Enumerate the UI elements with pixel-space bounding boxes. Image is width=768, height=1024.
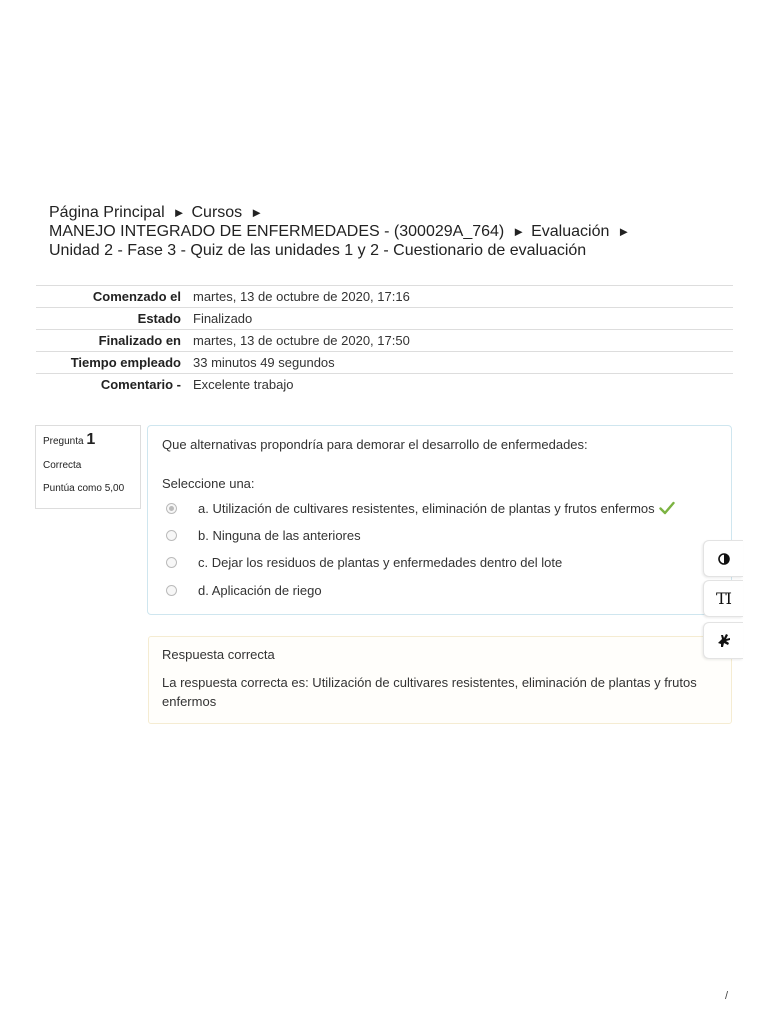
summary-row-comment	[36, 374, 733, 396]
breadcrumb-home-link[interactable]: Página Principal	[49, 204, 165, 221]
question-grade: Puntúa como 5,00	[43, 483, 125, 494]
feedback-title: Respuesta correcta	[162, 647, 275, 662]
summary-label: Tiempo empleado	[36, 352, 193, 374]
sign-language-icon	[716, 633, 732, 649]
radio-button[interactable]	[166, 557, 177, 568]
question-state: Correcta	[43, 460, 82, 471]
answer-label: b. Ninguna de las anteriores	[198, 527, 361, 543]
question-number	[43, 431, 133, 449]
answer-option-c[interactable]	[166, 553, 562, 571]
summary-row-time-taken	[36, 352, 733, 374]
summary-value: 33 minutos 49 segundos	[193, 352, 733, 374]
contrast-icon	[718, 553, 730, 565]
breadcrumb-course-link[interactable]: MANEJO INTEGRADO DE ENFERMEDADES - (300029A_764)	[49, 223, 505, 240]
radio-button[interactable]	[166, 530, 177, 541]
check-icon	[659, 501, 675, 515]
summary-label: Finalizado en	[36, 330, 193, 352]
breadcrumb	[49, 203, 709, 260]
summary-row-started	[36, 286, 733, 308]
question-label: Pregunta	[43, 436, 84, 447]
radio-button-selected[interactable]	[166, 503, 177, 514]
text-size-label: TI	[716, 589, 731, 608]
summary-label: Estado	[36, 308, 193, 330]
answer-option-d[interactable]	[166, 581, 322, 599]
breadcrumb-quiz-link[interactable]: Unidad 2 - Fase 3 - Quiz de las unidades 1 y 2 - Cuestionario de evaluación	[49, 242, 587, 259]
answer-label: c. Dejar los residuos de plantas y enfermedades dentro del lote	[198, 554, 563, 570]
summary-label: Comentario -	[36, 374, 193, 396]
radio-button[interactable]	[166, 585, 177, 596]
breadcrumb-separator-icon: ►	[617, 224, 631, 239]
footer-mark: /	[725, 990, 729, 1002]
summary-value: martes, 13 de octubre de 2020, 17:50	[193, 330, 733, 352]
summary-value: martes, 13 de octubre de 2020, 17:16	[193, 286, 733, 308]
attempt-summary-table	[36, 285, 733, 396]
sign-language-button[interactable]	[703, 622, 743, 659]
answer-label: d. Aplicación de riego	[198, 582, 322, 598]
breadcrumb-separator-icon: ►	[172, 205, 186, 220]
answer-label: a. Utilización de cultivares resistentes, eliminación de plantas y frutos enfermos	[198, 500, 655, 516]
breadcrumb-section-link[interactable]: Evaluación	[531, 223, 610, 240]
text-size-button[interactable]	[703, 580, 743, 617]
question-feedback	[148, 636, 732, 724]
question-prompt: Seleccione una:	[162, 476, 255, 491]
answer-option-a[interactable]	[166, 499, 675, 517]
summary-value: Excelente trabajo	[193, 374, 733, 396]
question-text: Que alternativas propondría para demorar el desarrollo de enfermedades:	[162, 437, 588, 452]
summary-label: Comenzado el	[36, 286, 193, 308]
feedback-text: La respuesta correcta es: Utilización de cultivares resistentes, eliminación de plantas y frutos enfermos	[162, 675, 697, 709]
summary-row-state	[36, 308, 733, 330]
answer-option-b[interactable]	[166, 526, 361, 544]
breadcrumb-courses-link[interactable]: Cursos	[191, 204, 243, 221]
summary-value: Finalizado	[193, 308, 733, 330]
contrast-toggle-button[interactable]	[703, 540, 743, 577]
breadcrumb-separator-icon: ►	[512, 224, 526, 239]
summary-row-finished	[36, 330, 733, 352]
breadcrumb-separator-icon: ►	[250, 205, 264, 220]
question-content	[147, 425, 732, 615]
question-number-value: 1	[86, 431, 96, 448]
question-info-box	[35, 425, 141, 509]
